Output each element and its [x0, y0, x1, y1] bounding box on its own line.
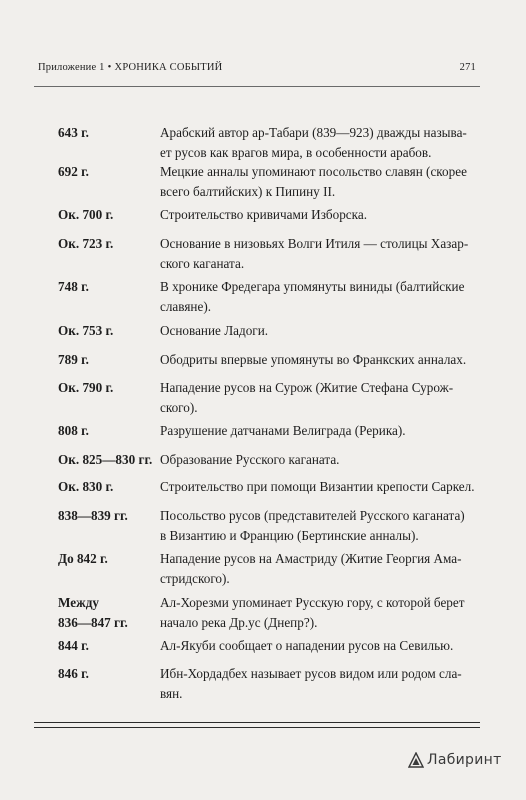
- entry-event: [160, 378, 480, 418]
- entry-event: [160, 593, 480, 633]
- section-title: ХРОНИКА СОБЫТИЙ: [114, 62, 223, 73]
- entry-date: [58, 664, 158, 684]
- entry-date-line: 748 г.: [58, 279, 89, 294]
- entry-date: [58, 506, 158, 526]
- entry-date-line: Ок. 825—830 гг.: [58, 452, 153, 467]
- entry-date-line: 789 г.: [58, 352, 89, 367]
- entry-event-line: начало река Др.ус (Днепр?).: [160, 615, 318, 630]
- entry-date: [58, 593, 158, 633]
- entry-event: [160, 205, 480, 225]
- entry-date-line: Ок. 753 г.: [58, 323, 114, 338]
- entry-event: [160, 450, 480, 470]
- footer-rule-bottom: [34, 727, 480, 728]
- entry-event-line: Посольство русов (представителей Русского каганата): [160, 508, 465, 523]
- entry-event-line: ского).: [160, 400, 198, 415]
- entry-event-line: В хронике Фредегара упомянуты виниды (балтийские: [160, 279, 465, 294]
- footer-rule-top: [34, 722, 480, 723]
- entry-date: [58, 477, 158, 497]
- labyrinth-logo-icon: [408, 752, 424, 768]
- watermark-text: Лабиринт: [427, 752, 502, 768]
- entry-event-line: славяне).: [160, 299, 212, 314]
- entry-event-line: вян.: [160, 686, 183, 701]
- entry-date: [58, 162, 158, 182]
- entry-date-line: До 842 г.: [58, 551, 108, 566]
- entry-event-line: Нападение русов на Амастриду (Житие Георгия Ама-: [160, 551, 462, 566]
- entry-date-line: 808 г.: [58, 423, 89, 438]
- entry-event-line: Основание Ладоги.: [160, 323, 269, 338]
- entry-date: [58, 205, 158, 225]
- entry-event-line: Ибн-Хордадбех называет русов видом или родом сла-: [160, 666, 462, 681]
- entry-date: [58, 378, 158, 398]
- entry-date: [58, 636, 158, 656]
- entry-event: [160, 123, 480, 163]
- entry-date-line: 643 г.: [58, 125, 89, 140]
- entry-date: [58, 421, 158, 441]
- entry-event: [160, 350, 480, 370]
- entry-date: [58, 321, 158, 341]
- entry-event: [160, 477, 480, 497]
- entry-event-line: стридского).: [160, 571, 230, 586]
- entry-event-line: Нападение русов на Сурож (Житие Стефана Сурож-: [160, 380, 454, 395]
- entry-date: [58, 549, 158, 569]
- header-bullet: •: [107, 62, 112, 73]
- entry-date: [58, 350, 158, 370]
- entry-date-line: 846 г.: [58, 666, 89, 681]
- entry-event-line: Основание в низовьях Волги Итиля — столицы Хазар-: [160, 236, 469, 251]
- entry-date-line: Ок. 830 г.: [58, 479, 114, 494]
- watermark: [408, 752, 502, 768]
- entry-date-line: 836—847 гг.: [58, 615, 128, 630]
- entry-event: [160, 421, 480, 441]
- page-number: 271: [459, 62, 476, 73]
- entry-event-line: Строительство кривичами Изборска.: [160, 207, 368, 222]
- entry-event-line: Мецкие анналы упоминают посольство славян (скорее: [160, 164, 467, 179]
- entry-event: [160, 321, 480, 341]
- entry-date-line: Между: [58, 595, 99, 610]
- entry-event-line: Разрушение датчанами Велиграда (Рерика).: [160, 423, 406, 438]
- entry-date-line: 838—839 гг.: [58, 508, 128, 523]
- entry-event-line: Строительство при помощи Византии крепости Саркел.: [160, 479, 475, 494]
- entry-event-line: в Византию и Францию (Бертинские анналы).: [160, 528, 419, 543]
- entry-event-line: Ал-Якуби сообщает о нападении русов на Севилью.: [160, 638, 454, 653]
- entry-date: [58, 277, 158, 297]
- entry-event: [160, 506, 480, 546]
- entry-event: [160, 234, 480, 274]
- entry-date-line: 844 г.: [58, 638, 89, 653]
- entry-event-line: всего балтийских) к Пипину II.: [160, 184, 336, 199]
- entry-event-line: Ал-Хорезми упоминает Русскую гору, с которой берет: [160, 595, 465, 610]
- entry-event: [160, 162, 480, 202]
- entry-event-line: ского каганата.: [160, 256, 245, 271]
- entry-date: [58, 123, 158, 143]
- entry-date-line: Ок. 700 г.: [58, 207, 114, 222]
- entry-date: [58, 234, 158, 254]
- entry-event-line: Ободриты впервые упомянуты во Франкских анналах.: [160, 352, 467, 367]
- entry-event: [160, 636, 480, 656]
- entry-event: [160, 277, 480, 317]
- entry-event-line: ет русов как врагов мира, в особенности арабов.: [160, 145, 432, 160]
- entry-event-line: Образование Русского каганата.: [160, 452, 340, 467]
- appendix-label: Приложение 1: [38, 62, 105, 73]
- entry-event-line: Арабский автор ар-Табари (839—923) дважды называ-: [160, 125, 467, 140]
- entry-date: [58, 450, 158, 470]
- entry-event: [160, 664, 480, 704]
- entry-event: [160, 549, 480, 589]
- entry-date-line: 692 г.: [58, 164, 89, 179]
- entry-date-line: Ок. 790 г.: [58, 380, 114, 395]
- entry-date-line: Ок. 723 г.: [58, 236, 114, 251]
